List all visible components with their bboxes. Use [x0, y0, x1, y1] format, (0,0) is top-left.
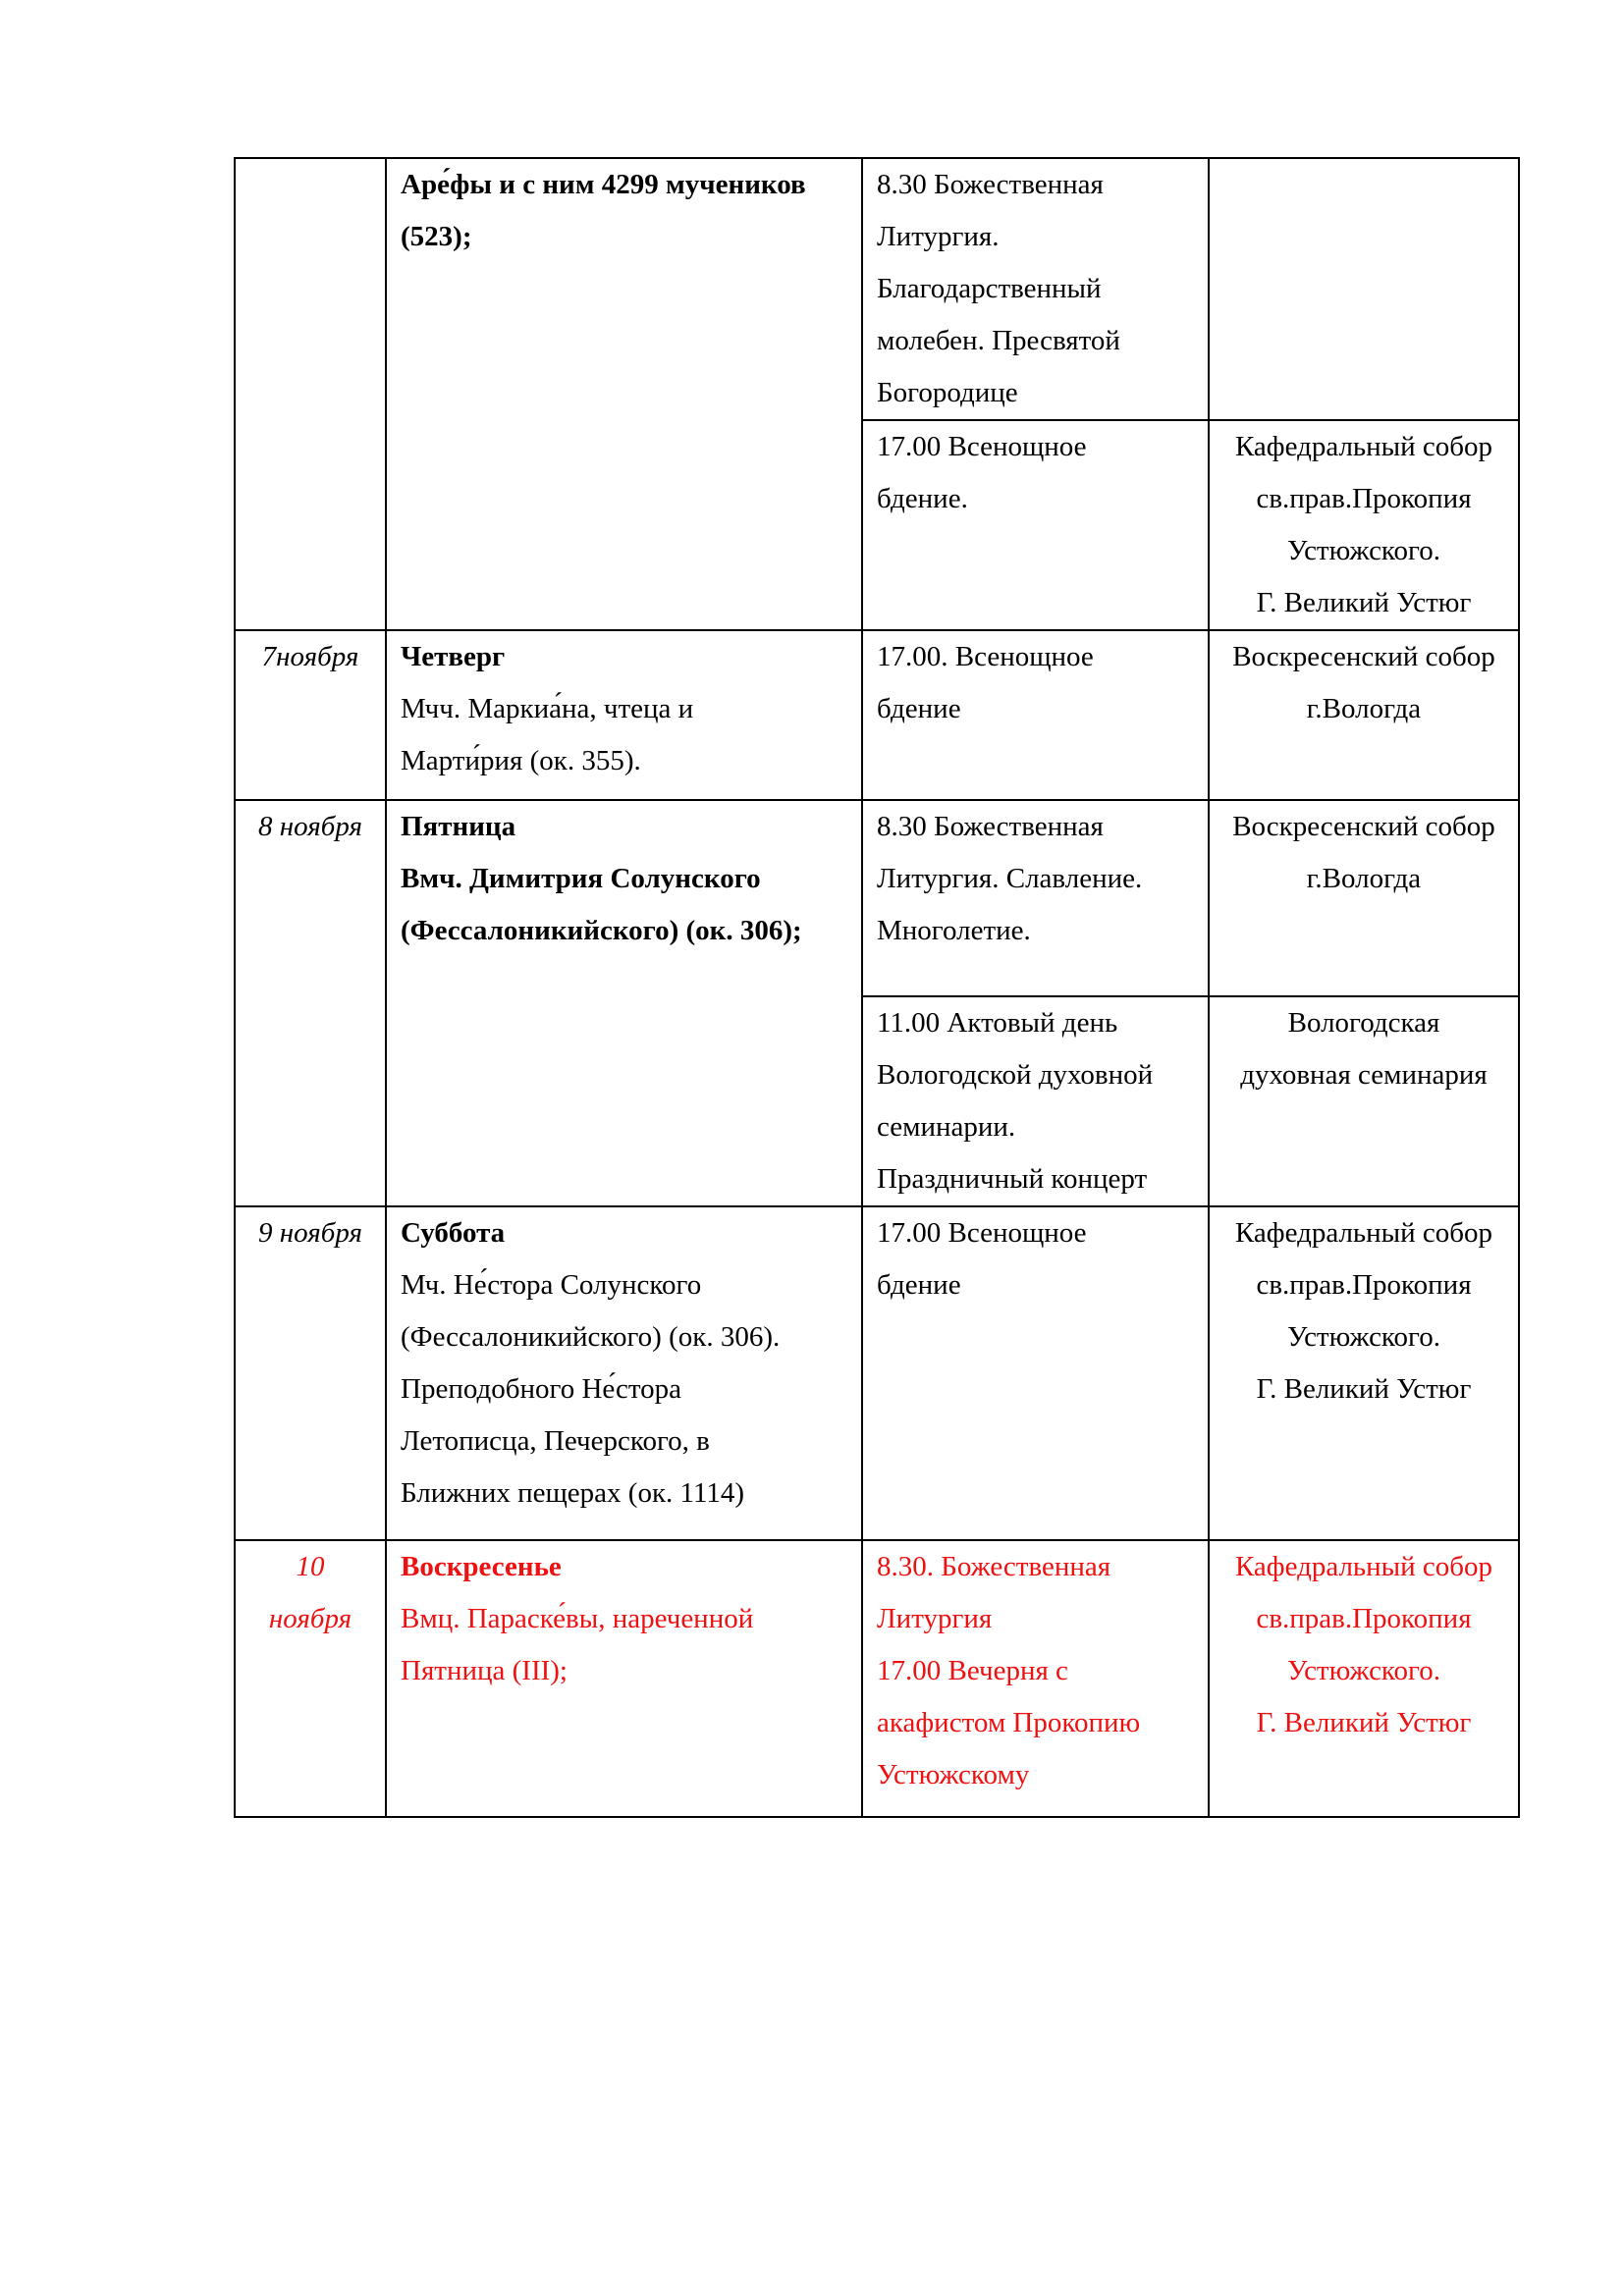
saint-line: Вмч. Димитрия Солунского — [401, 863, 761, 894]
place-line: Устюжского. — [1287, 1321, 1440, 1353]
service-line: акафистом Прокопию — [877, 1707, 1141, 1738]
place-line: Воскресенский собор — [1232, 641, 1495, 672]
service-line: молебен. Пресвятой — [877, 325, 1120, 356]
saint-line: (Фессалоникийского) (ок. 306); — [401, 915, 802, 946]
place-cell — [1209, 420, 1519, 630]
date-label: 8 ноября — [258, 811, 362, 842]
saint-line: Марти́рия (ок. 355). — [401, 745, 641, 776]
place-line: Воскресенский собор — [1232, 811, 1495, 842]
place-cell — [1209, 800, 1519, 996]
service-line: Многолетие. — [877, 915, 1031, 946]
service-line: бдение — [877, 1269, 961, 1301]
table-row — [235, 1540, 1519, 1817]
service-line: Благодарственный — [877, 273, 1102, 304]
place-line: духовная семинария — [1240, 1059, 1488, 1091]
weekday-label: Четверг — [401, 641, 506, 672]
saint-line: (Фессалоникийского) (ок. 306). — [401, 1321, 781, 1353]
saint-cell — [386, 630, 862, 800]
saint-line: Мч. Не́стора Солунского — [401, 1269, 702, 1301]
saint-line: Аре́фы и с ним 4299 мучеников — [401, 169, 806, 200]
saint-line: Мчч. Маркиа́на, чтеца и — [401, 693, 694, 724]
place-line: св.прав.Прокопия — [1256, 1603, 1472, 1634]
weekday-label: Воскресенье — [401, 1551, 562, 1582]
service-line: Литургия. Славление. — [877, 863, 1143, 894]
place-cell — [1209, 996, 1519, 1206]
saint-line: Преподобного Не́стора — [401, 1373, 682, 1405]
saint-cell — [386, 800, 862, 1206]
service-line: Праздничный концерт — [877, 1163, 1148, 1195]
date-label: 7ноября — [261, 641, 359, 672]
service-line: Богородице — [877, 377, 1018, 408]
service-line: 17.00 Всенощное — [877, 431, 1087, 462]
date-cell — [235, 630, 386, 800]
table-row — [235, 800, 1519, 996]
service-cell — [862, 1206, 1209, 1540]
place-cell — [1209, 1206, 1519, 1540]
table-row — [235, 630, 1519, 800]
saint-cell — [386, 1206, 862, 1540]
service-cell — [862, 1540, 1209, 1817]
place-line: св.прав.Прокопия — [1256, 483, 1472, 514]
date-label: ноября — [268, 1603, 352, 1634]
date-cell — [235, 800, 386, 1206]
table-row — [235, 1206, 1519, 1540]
place-line: г.Вологда — [1306, 863, 1422, 894]
saint-line: Летописца, Печерского, в — [401, 1425, 710, 1457]
service-cell — [862, 996, 1209, 1206]
date-cell — [235, 158, 386, 630]
date-cell — [235, 1540, 386, 1817]
date-cell — [235, 1206, 386, 1540]
service-cell — [862, 630, 1209, 800]
date-label: 10 — [296, 1551, 325, 1582]
service-line: Вологодской духовной — [877, 1059, 1154, 1091]
weekday-label: Пятница — [401, 811, 516, 842]
place-line: св.прав.Прокопия — [1256, 1269, 1472, 1301]
place-cell — [1209, 1540, 1519, 1817]
service-line: 8.30 Божественная — [877, 811, 1104, 842]
service-cell — [862, 158, 1209, 420]
saint-line: Пятница (III); — [401, 1655, 568, 1686]
service-line: Устюжскому — [877, 1759, 1030, 1790]
schedule-table — [234, 157, 1520, 1818]
place-line: Устюжского. — [1287, 535, 1440, 566]
weekday-label: Суббота — [401, 1217, 506, 1249]
date-label: 9 ноября — [258, 1217, 362, 1249]
place-line: Кафедральный собор — [1234, 431, 1493, 462]
saint-line: Вмц. Параске́вы, нареченной — [401, 1603, 754, 1634]
saint-line: (523); — [401, 221, 472, 252]
service-line: 11.00 Актовый день — [877, 1007, 1118, 1039]
place-cell — [1209, 158, 1519, 420]
place-cell — [1209, 630, 1519, 800]
service-line: бдение — [877, 693, 961, 724]
service-line: 17.00 Вечерня с — [877, 1655, 1068, 1686]
place-line: Вологодская — [1287, 1007, 1440, 1039]
service-cell — [862, 800, 1209, 996]
place-line: Г. Великий Устюг — [1256, 1373, 1472, 1405]
table-row — [235, 158, 1519, 420]
service-line: 8.30. Божественная — [877, 1551, 1111, 1582]
service-line: 8.30 Божественная — [877, 169, 1104, 200]
place-line: Кафедральный собор — [1234, 1551, 1493, 1582]
place-line: Г. Великий Устюг — [1256, 1707, 1472, 1738]
service-cell — [862, 420, 1209, 630]
service-line: 17.00. Всенощное — [877, 641, 1094, 672]
place-line: г.Вологда — [1306, 693, 1422, 724]
service-line: бдение. — [877, 483, 968, 514]
place-line: Устюжского. — [1287, 1655, 1440, 1686]
place-line: Г. Великий Устюг — [1256, 587, 1472, 618]
saint-cell — [386, 1540, 862, 1817]
service-line: семинарии. — [877, 1111, 1016, 1143]
saint-cell — [386, 158, 862, 630]
service-line: Литургия — [877, 1603, 993, 1634]
place-line: Кафедральный собор — [1234, 1217, 1493, 1249]
service-line: 17.00 Всенощное — [877, 1217, 1087, 1249]
service-line: Литургия. — [877, 221, 1000, 252]
saint-line: Ближних пещерах (ок. 1114) — [401, 1477, 745, 1509]
